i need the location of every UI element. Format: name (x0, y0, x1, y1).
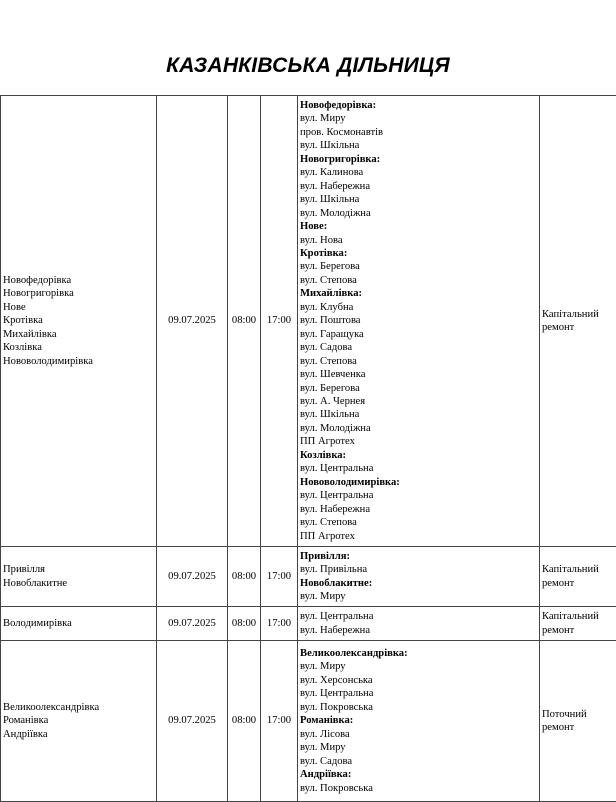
street-name: вул. Набережна (300, 180, 537, 193)
cell-line: Великоолександрівка (3, 701, 154, 714)
street-name: ПП Агротех (300, 435, 537, 448)
cell-line: ремонт (542, 577, 614, 590)
street-name: вул. Миру (300, 741, 537, 754)
addresses-cell (298, 641, 540, 802)
village-name: Новоблакитне: (300, 577, 537, 590)
start-time-cell: 08:00 (228, 547, 261, 607)
village-name: Андріївка: (300, 768, 537, 781)
street-name: вул. Степова (300, 516, 537, 529)
street-name: вул. Шкільна (300, 139, 537, 152)
street-name: вул. Лісова (300, 728, 537, 741)
start-time-cell: 08:00 (228, 641, 261, 802)
village-name: Козлівка: (300, 449, 537, 462)
village-name: Великоолександрівка: (300, 647, 537, 660)
street-name: ПП Агротех (300, 530, 537, 543)
cell-line: Кротівка (3, 314, 154, 327)
street-name: вул. Покровська (300, 782, 537, 795)
cell-line: Романівка (3, 714, 154, 727)
street-name: вул. Набережна (300, 503, 537, 516)
cell-line: Нове (3, 301, 154, 314)
start-time-cell: 08:00 (228, 607, 261, 641)
end-time-cell: 17:00 (261, 96, 298, 547)
cell-line: Капітальний (542, 610, 614, 623)
outage-schedule-table (0, 95, 616, 802)
cell-line: Володимирівка (3, 617, 154, 630)
cell-line: Новоблакитне (3, 577, 154, 590)
village-name: Новогригорівка: (300, 153, 537, 166)
street-name: вул. Центральна (300, 462, 537, 475)
table-row (1, 607, 616, 641)
table-row (1, 96, 616, 547)
street-name: вул. Шкільна (300, 408, 537, 421)
street-name: вул. Центральна (300, 687, 537, 700)
cell-line: ремонт (542, 721, 614, 734)
village-name: Романівка: (300, 714, 537, 727)
date-cell: 09.07.2025 (157, 96, 228, 547)
street-name: вул. Шевченка (300, 368, 537, 381)
cell-line: ремонт (542, 321, 614, 334)
page-title: КАЗАНКІВСЬКА ДІЛЬНИЦЯ (0, 54, 616, 78)
street-name: вул. А. Чернея (300, 395, 537, 408)
settlements-cell (1, 607, 157, 641)
street-name: пров. Космонавтів (300, 126, 537, 139)
street-name: вул. Покровська (300, 701, 537, 714)
street-name: вул. Степова (300, 355, 537, 368)
date-cell: 09.07.2025 (157, 607, 228, 641)
street-name: вул. Миру (300, 590, 537, 603)
cell-line: Привілля (3, 563, 154, 576)
village-name: Михайлівка: (300, 287, 537, 300)
settlements-cell (1, 96, 157, 547)
work-type-cell (540, 547, 616, 607)
street-name: вул. Херсонська (300, 674, 537, 687)
street-name: вул. Клубна (300, 301, 537, 314)
street-name: вул. Центральна (300, 489, 537, 502)
street-name: вул. Привільна (300, 563, 537, 576)
end-time-cell: 17:00 (261, 547, 298, 607)
table-row (1, 547, 616, 607)
work-type-cell (540, 641, 616, 802)
street-name: вул. Степова (300, 274, 537, 287)
addresses-cell (298, 547, 540, 607)
date-cell: 09.07.2025 (157, 641, 228, 802)
village-name: Нововолодимирівка: (300, 476, 537, 489)
cell-line: Капітальний (542, 308, 614, 321)
street-name: вул. Калинова (300, 166, 537, 179)
addresses-cell (298, 607, 540, 641)
cell-line: Михайлівка (3, 328, 154, 341)
cell-line: Андріївка (3, 728, 154, 741)
cell-line: Козлівка (3, 341, 154, 354)
cell-line: Новофедорівка (3, 274, 154, 287)
street-name: вул. Шкільна (300, 193, 537, 206)
work-type-cell (540, 96, 616, 547)
village-name: Привілля: (300, 550, 537, 563)
start-time-cell: 08:00 (228, 96, 261, 547)
cell-line: Поточний (542, 708, 614, 721)
village-name: Нове: (300, 220, 537, 233)
street-name: вул. Набережна (300, 624, 537, 637)
street-name: вул. Берегова (300, 382, 537, 395)
table-row (1, 641, 616, 802)
street-name: вул. Нова (300, 234, 537, 247)
cell-line: Капітальний (542, 563, 614, 576)
end-time-cell: 17:00 (261, 641, 298, 802)
end-time-cell: 17:00 (261, 607, 298, 641)
street-name: вул. Миру (300, 112, 537, 125)
street-name: вул. Центральна (300, 610, 537, 623)
street-name: вул. Берегова (300, 260, 537, 273)
street-name: вул. Молодіжна (300, 207, 537, 220)
cell-line: Новогригорівка (3, 287, 154, 300)
street-name: вул. Поштова (300, 314, 537, 327)
addresses-cell (298, 96, 540, 547)
work-type-cell (540, 607, 616, 641)
cell-line: ремонт (542, 624, 614, 637)
street-name: вул. Молодіжна (300, 422, 537, 435)
date-cell: 09.07.2025 (157, 547, 228, 607)
street-name: вул. Садова (300, 755, 537, 768)
village-name: Кротівка: (300, 247, 537, 260)
street-name: вул. Гаращука (300, 328, 537, 341)
street-name: вул. Миру (300, 660, 537, 673)
cell-line: Нововолодимирівка (3, 355, 154, 368)
village-name: Новофедорівка: (300, 99, 537, 112)
settlements-cell (1, 547, 157, 607)
settlements-cell (1, 641, 157, 802)
street-name: вул. Садова (300, 341, 537, 354)
